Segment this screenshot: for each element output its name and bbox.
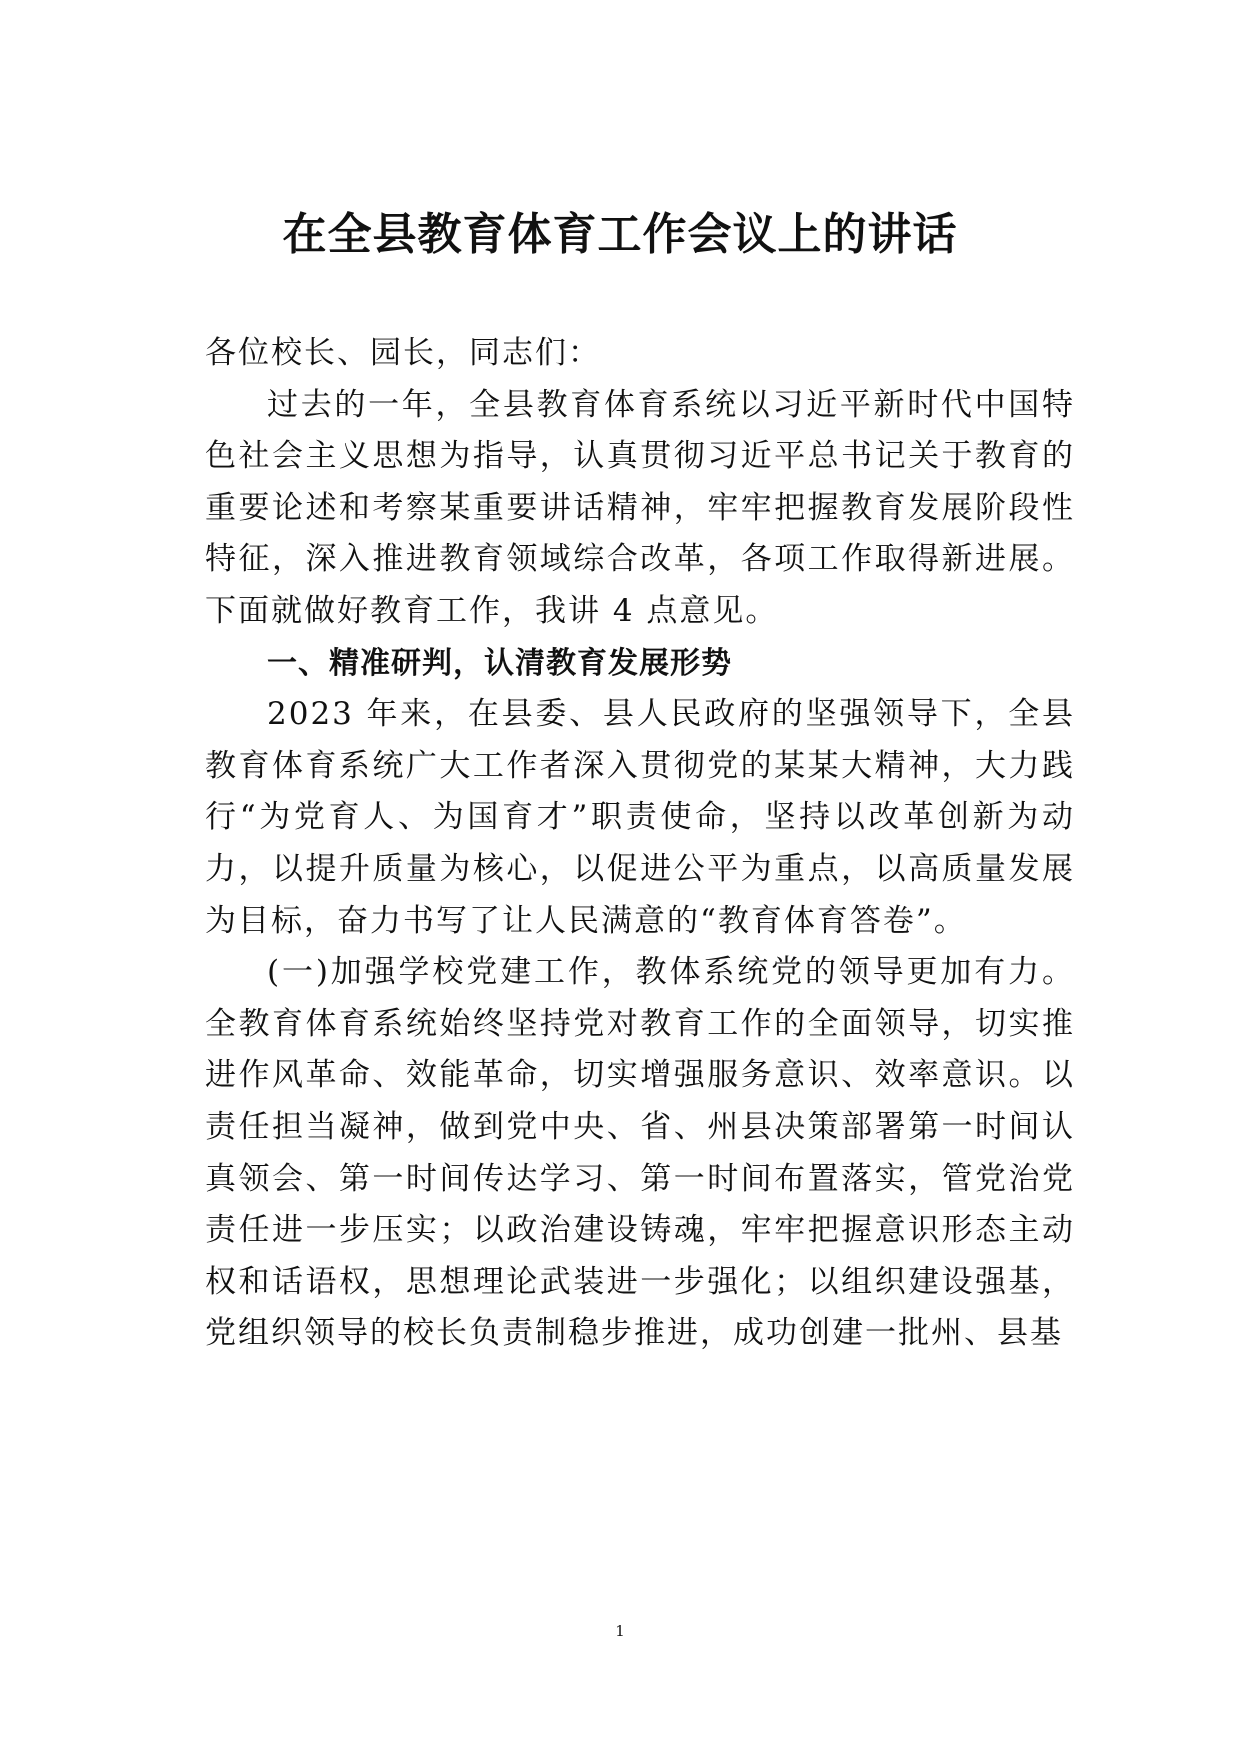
document-body xyxy=(205,328,1075,1360)
subsection-1-paragraph: (一)加强学校党建工作，教体系统党的领导更加有力。全教育体育系统始终坚持党对教育工作的全面领导，切实推进作风革命、效能革命，切实增强服务意识、效率意识。以责任担当凝神，做到党中央、省、州县决策部署第一时间认真领会、第一时间传达学习、第一时间布置落实，管党治党责任进一步压实；以政治建设铸魂，牢牢把握意识形态主动权和话语权，思想理论武装进一步强化；以组织建设强基，党组织领导的校长负责制稳步推进，成功创建一批州、县基 xyxy=(205,954,1075,1352)
intro-paragraph: 过去的一年，全县教育体育系统以习近平新时代中国特色社会主义思想为指导，认真贯彻习近平总书记关于教育的重要论述和考察某重要讲话精神，牢牢把握教育发展阶段性特征，深入推进教育领域综合改革，各项工作取得新进展。下面就做好教育工作，我讲 4 点意见。 xyxy=(205,386,1075,629)
section-1-paragraph: 2023 年来，在县委、县人民政府的坚强领导下，全县教育体育系统广大工作者深入贯彻党的某某大精神，大力践行“为党育人、为国育才”职责使命，坚持以改革创新为动力，以提升质量为核心，以促进公平为重点，以高质量发展为目标，奋力书写了让人民满意的“教育体育答卷”。 xyxy=(205,696,1075,939)
salutation: 各位校长、园长，同志们： xyxy=(205,335,601,371)
page-number: 1 xyxy=(615,1622,625,1640)
document-title: 在全县教育体育工作会议上的讲话 xyxy=(282,209,958,260)
section-heading-1: 一、精准研判，认清教育发展形势 xyxy=(267,645,732,681)
